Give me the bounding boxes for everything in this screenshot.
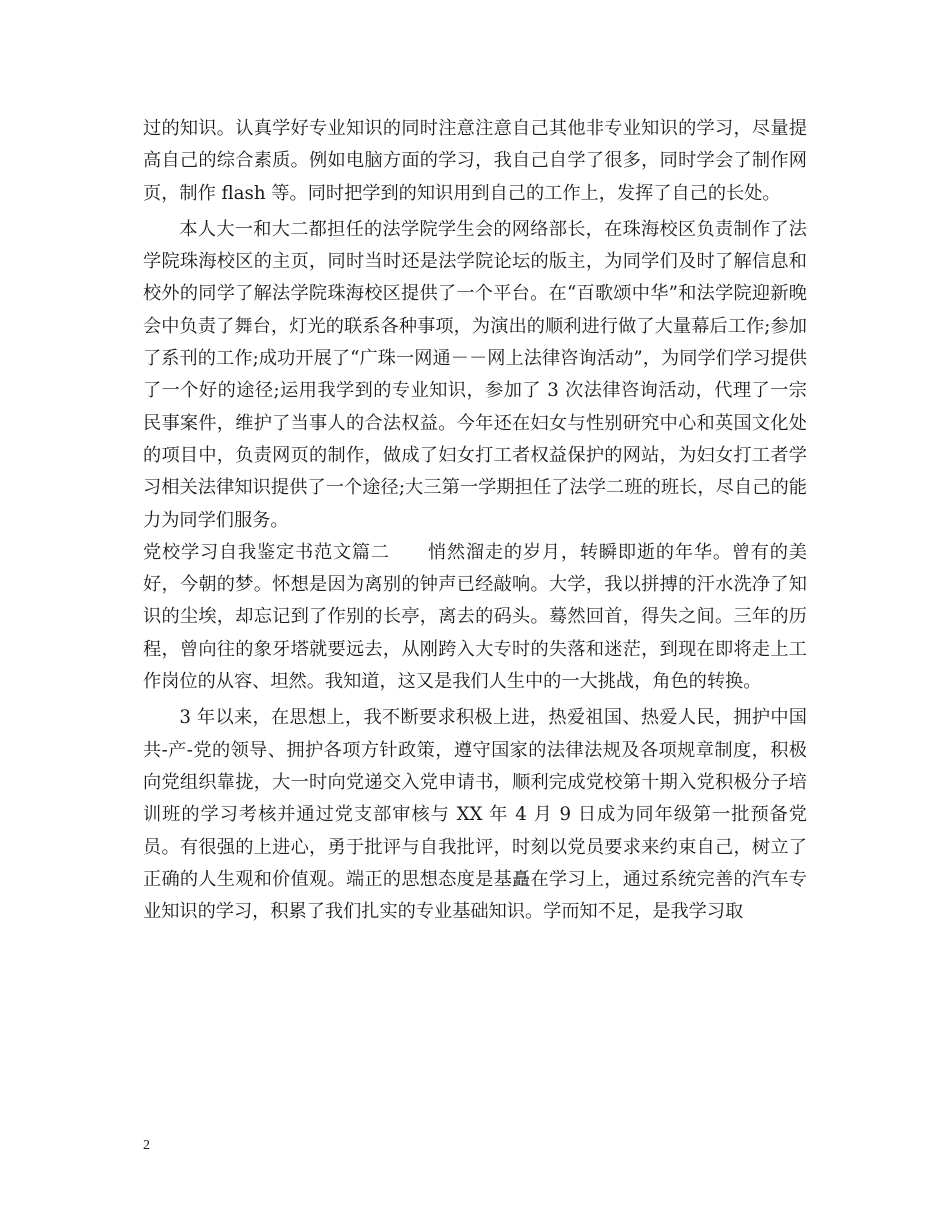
paragraph-network-minister: 本人大一和大二都担任的法学院学生会的网络部长，在珠海校区负责制作了法学院珠海校区的主页，同时当时还是法学院论坛的版主，为同学们及时了解信息和校外的同学了解法学院珠海校区提供了一个平台。在“百歌颂中华”和法学院迎新晚会中负责了舞台，灯光的联系各种事项，为演出的顺利进行做了大量幕后工作;参加了系刊的工作;成功开展了“广珠一网通－－网上法律咨询活动”，为同学们学习提供了一个好的途径;运用我学到的专业知识，参加了 3 次法律咨询活动，代理了一宗民事案件，维护了当事人的合法权益。今年还在妇女与性别研究中心和英国文化处的项目中，负责网页的制作，做成了妇女打工者权益保护的网站，为妇女打工者学习相关法律知识提供了一个途径;大三第一学期担任了法学二班的班长，尽自己的能力为同学们服务。 <box>143 218 807 531</box>
paragraph-continuation: 过的知识。认真学好专业知识的同时注意注意自己其他非专业知识的学习，尽量提高自己的综合素质。例如电脑方面的学习，我自己自学了很多，同时学会了制作网页，制作 flash 等。同时把学到的知识用到自己的工作上，发挥了自己的长处。 <box>143 118 807 204</box>
page-number: 2 <box>143 1138 150 1153</box>
paragraph-essay-two-intro: 党校学习自我鉴定书范文篇二 悄然溜走的岁月，转瞬即逝的年华。曾有的美好，今朝的梦。怀想是因为离别的钟声已经敲响。大学，我以拼搏的汗水洗净了知识的尘埃，却忘记到了作别的长亭，离去的码头。蓦然回首，得失之间。三年的历程，曾向往的象牙塔就要远去，从刚跨入大专时的失落和迷茫，到现在即将走上工作岗位的从容、坦然。我知道，这又是我们人生中的一大挑战，角色的转换。 <box>143 541 807 693</box>
document-body <box>143 113 807 928</box>
paragraph-three-years: 3 年以来，在思想上，我不断要求积极上进，热爱祖国、热爱人民，拥护中国共-产-党的领导、拥护各项方针政策，遵守国家的法律法规及各项规章制度，积极向党组织靠拢，大一时向党递交入党申请书，顺利完成党校第十期入党积极分子培训班的学习考核并通过党支部审核与 XX 年 4 月 9 日成为同年级第一批预备党员。有很强的上进心，勇于批评与自我批评，时刻以党员要求来约束自己，树立了正确的人生观和价值观。端正的思想态度是基矗在学习上，通过系统完善的汽车专业知识的学习，积累了我们扎实的专业基础知识。学而知不足，是我学习取 <box>143 707 807 923</box>
